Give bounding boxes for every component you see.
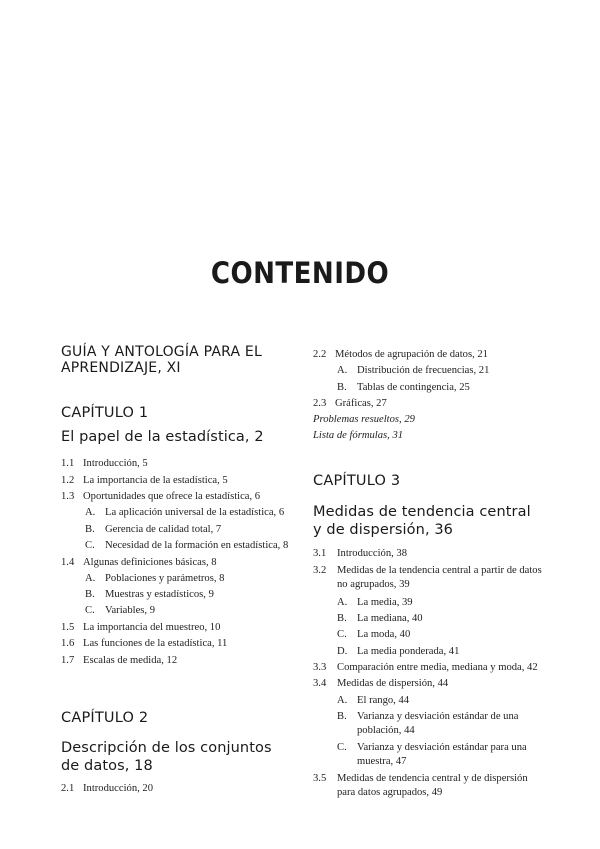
chapter-3-label: CAPÍTULO 3: [313, 473, 401, 489]
chapter-3-title-line2: y de dispersión, 36: [313, 522, 454, 538]
toc-solved-problems: Problemas resueltos, 29: [313, 414, 415, 425]
chapter-1-label: CAPÍTULO 1: [61, 405, 149, 421]
chapter-2-label: CAPÍTULO 2: [61, 710, 149, 726]
chapter-2-title-line1: Descripción de los conjuntos: [61, 740, 272, 756]
page-title: CONTENIDO: [210, 256, 390, 290]
guide-heading: GUÍA Y ANTOLOGÍA PARA EL APRENDIZAJE, XI: [61, 344, 262, 376]
toc-formula-list: Lista de fórmulas, 31: [313, 430, 404, 441]
chapter-2-title-line2: de datos, 18: [61, 758, 153, 774]
chapter-1-title: El papel de la estadística, 2: [61, 429, 264, 445]
chapter-3-title-line1: Medidas de tendencia central: [313, 504, 531, 520]
